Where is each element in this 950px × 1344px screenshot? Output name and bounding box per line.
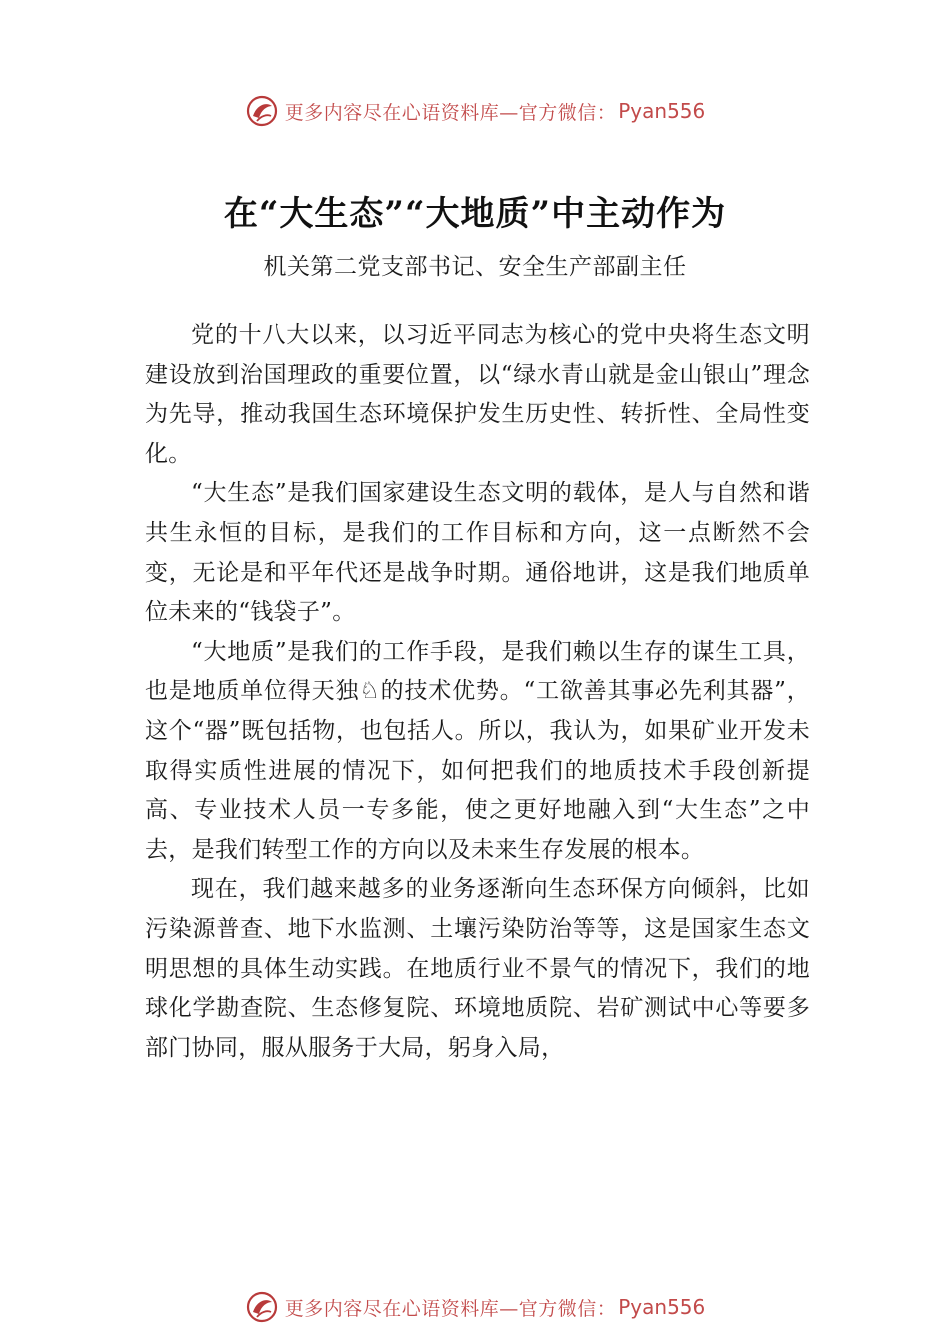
header-banner [0,94,950,128]
paragraph: “大地质”是我们的工作手段，是我们赖以生存的谋生工具，也是地质单位得天独♘的技术优势。“工欲善其事必先利其器”，这个“器”既包括物，也包括人。所以，我认为，如果矿业开发未取得实质性进展的情况下，如何把我们的地质技术手段创新提高、专业技术人员一专多能，使之更好地融入到“大生态”之中去，是我们转型工作的方向以及未来生存发展的根本。 [145,638,810,863]
document-title: 在“大生态”“大地质”中主动作为 [223,194,727,234]
banner-wechat-id: Pyan556 [618,99,706,123]
brand-logo-icon [245,94,279,128]
banner-text: 更多内容尽在心语资料库—官方微信： [284,1297,617,1320]
banner-text: 更多内容尽在心语资料库—官方微信： [284,101,617,124]
paragraph: 党的十八大以来，以习近平同志为核心的党中央将生态文明建设放到治国理政的重要位置，以“绿水青山就是金山银山”理念为先导，推动我国生态环境保护发生历史性、转折性、全局性变化。 [145,322,810,467]
paragraph: “大生态”是我们国家建设生态文明的载体，是人与自然和谐共生永恒的目标，是我们的工作目标和方向，这一点断然不会变，无论是和平年代还是战争时期。通俗地讲，这是我们地质单位未来的“钱袋子”。 [145,480,810,626]
footer-banner [0,1290,950,1324]
brand-logo-icon [245,1290,279,1324]
paragraph: 现在，我们越来越多的业务逐渐向生态环保方向倾斜，比如污染源普查、地下水监测、土壤污染防治等等，这是国家生态文明思想的具体生动实践。在地质行业不景气的情况下，我们的地球化学勘查院、生态修复院、环境地质院、岩矿测试中心等要多部门协同，服从服务于大局，躬身入局， [145,876,810,1061]
author-line: 机关第二党支部书记、安全生产部副主任 [263,254,687,280]
document-body [145,316,810,1068]
banner-wechat-id: Pyan556 [618,1295,706,1319]
